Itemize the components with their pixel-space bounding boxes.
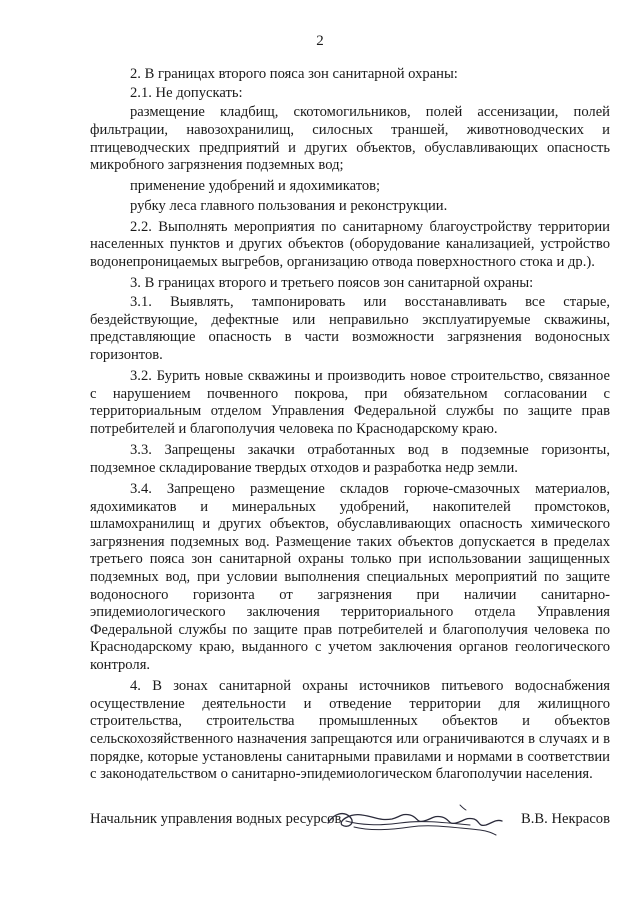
item-2-1-burial-restriction: размещение кладбищ, скотомогильников, полей ассенизации, полей фильтрации, навозохранилищ, силосных траншей, животноводческих и птицеводческих предприятий и других объектов, обуславливающих опасность микробного загрязнения подземных вод; [90,104,610,174]
signatory-title: Начальник управления водных ресурсов [90,811,342,827]
section-2-heading: 2. В границах второго пояса зон санитарной охраны: [130,66,458,82]
signatory-name: В.В. Некрасов [521,811,610,827]
handwritten-signature [320,799,510,839]
item-3-2-paragraph: 3.2. Бурить новые скважины и производить новое строительство, связанное с нарушением почвенного покрова, при обязательном согласовании с территориальным отделом Управления Федеральной службы по защите прав потребителей и благополучия человека по Краснодарскому краю. [90,368,610,438]
signature-block [90,811,610,835]
page-number: 2 [316,33,324,49]
section-3-heading: 3. В границах второго и третьего поясов зон санитарной охраны: [130,275,534,292]
item-3-4-paragraph: 3.4. Запрещено размещение складов горюче-смазочных материалов, ядохимикатов и минеральных удобрений, накопителей промстоков, шламохранилищ и других объектов, обуславливающих опасность химического загрязнения подземных вод. Размещение таких объектов допускается в пределах третьего пояса зон санитарной охраны только при использовании защищенных подземных вод, при условии выполнения специальных мероприятий по защите водоносного горизонта от загрязнения при наличии санитарно-эпидемиологического заключения территориального отдела Управления Федеральной службы по защите прав потребителей и благополучия человека по Краснодарскому краю, выданного с учетом заключения органов геологического контроля. [90,481,610,673]
item-2-2-paragraph: 2.2. Выполнять мероприятия по санитарному благоустройству территории населенных пунктов и других объектов (оборудование канализацией, устройство водонепроницаемых выгребов, организацию отвода поверхностного стока и др.). [90,218,610,270]
item-3-3-paragraph: 3.3. Запрещены закачки отработанных вод в подземные горизонты, подземное складирование твердых отходов и разработка недр земли. [90,442,610,476]
section-4-paragraph: 4. В зонах санитарной охраны источников питьевого водоснабжения осуществление деятельности и отведение территории для жилищного строительства, строительства промышленных объектов и объектов сельскохозяйственного назначения запрещаются или ограничиваются в случаях и в порядке, которые установлены санитарными правилами и нормами в соответствии с законодательством о санитарно-эпидемиологическом благополучии населения. [90,678,610,783]
item-2-1-fertilizer-restriction: применение удобрений и ядохимикатов; [130,178,381,195]
document-body [90,66,610,787]
item-3-1-paragraph: 3.1. Выявлять, тампонировать или восстанавливать все старые, бездействующие, дефектные или неправильно эксплуатируемые скважины, представляющие опасность в части возможности загрязнения водоносных горизонтов. [90,294,610,364]
item-2-1-heading: 2.1. Не допускать: [130,85,243,102]
item-2-1-logging-restriction: рубку леса главного пользования и реконструкции. [130,197,448,214]
